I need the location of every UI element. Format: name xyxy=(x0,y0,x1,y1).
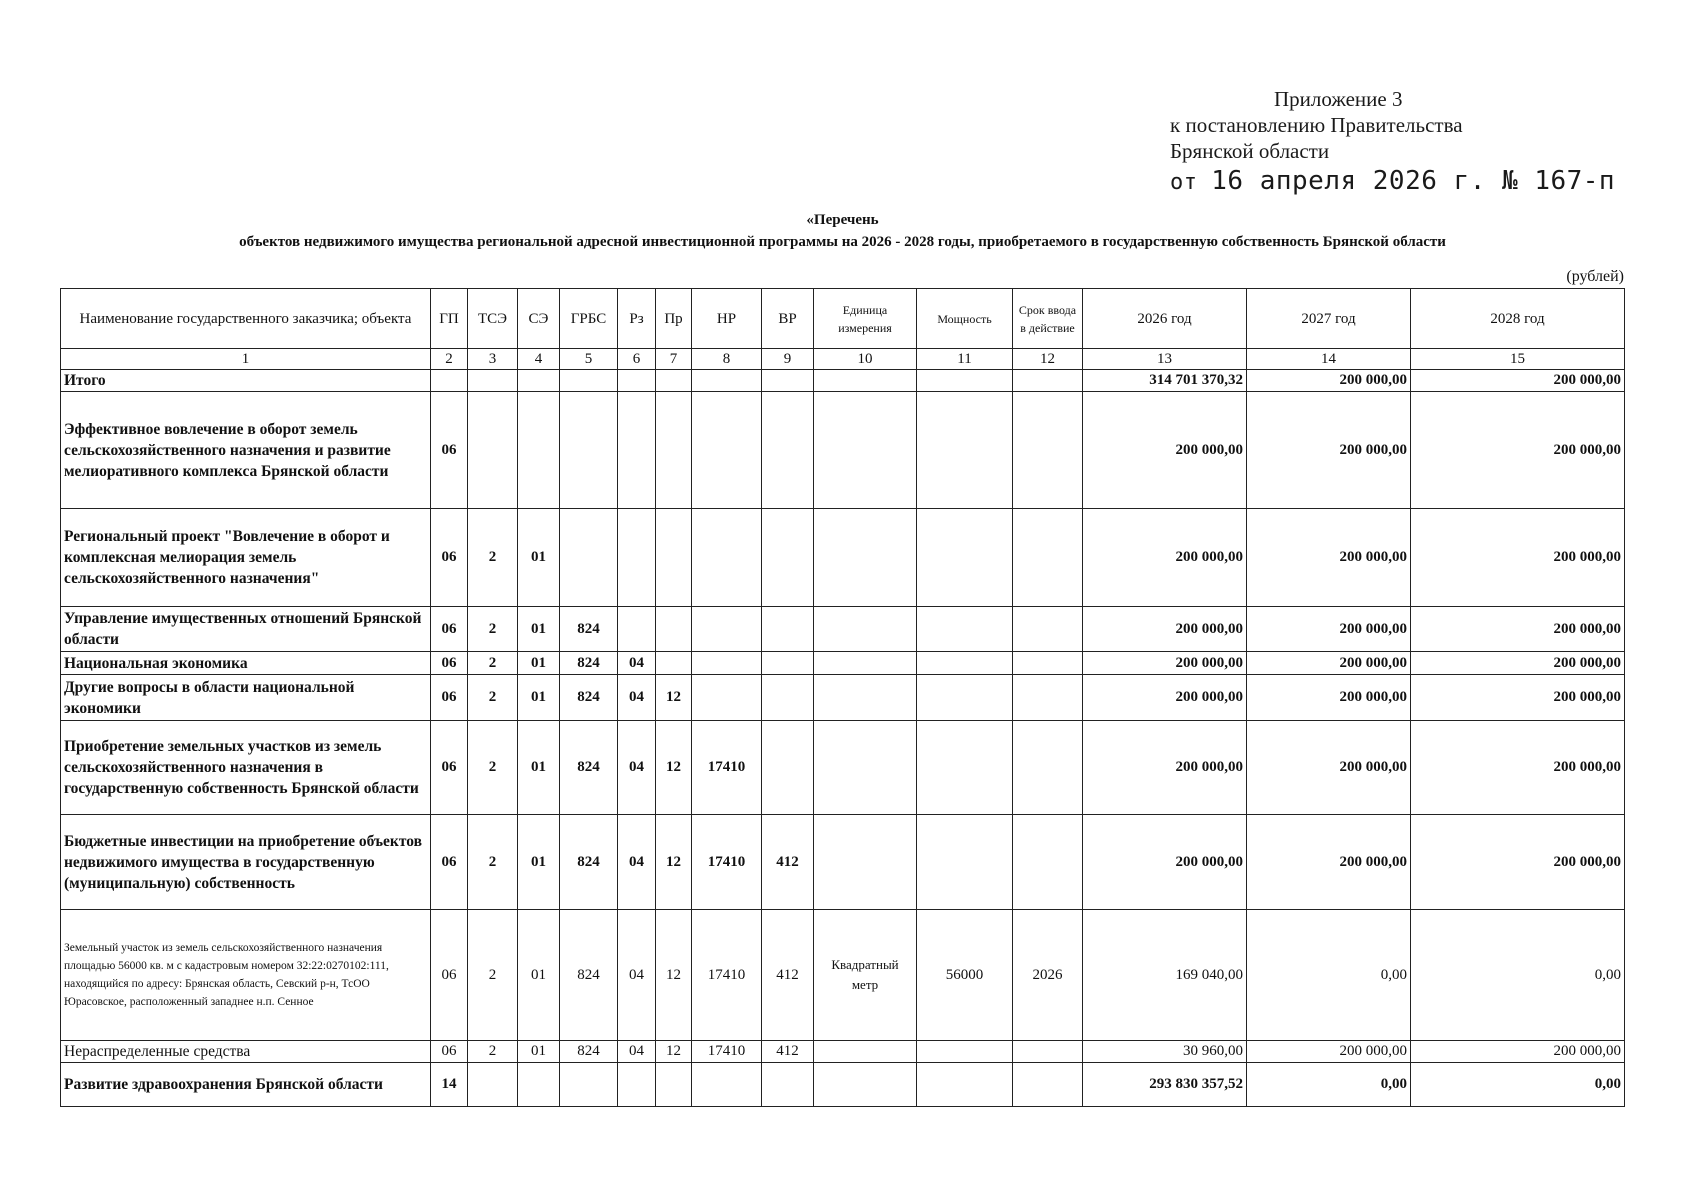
cell-gp: 06 xyxy=(431,910,468,1041)
cell-vr xyxy=(762,1063,814,1107)
cell-term xyxy=(1013,652,1083,675)
cell-2026: 200 000,00 xyxy=(1083,652,1247,675)
cell-2027: 200 000,00 xyxy=(1247,815,1411,910)
cell-term xyxy=(1013,1041,1083,1063)
cell-term xyxy=(1013,509,1083,607)
cell-gp: 06 xyxy=(431,675,468,721)
cell-rz xyxy=(618,509,656,607)
cell-term xyxy=(1013,721,1083,815)
cell-gp xyxy=(431,370,468,392)
cell-pr xyxy=(656,652,692,675)
cell-term xyxy=(1013,392,1083,509)
cell-2027: 200 000,00 xyxy=(1247,509,1411,607)
cell-tse: 2 xyxy=(468,509,518,607)
cell-grbs: 824 xyxy=(560,675,618,721)
cell-capacity xyxy=(917,392,1013,509)
table-row xyxy=(61,1041,1625,1063)
cell-2026: 200 000,00 xyxy=(1083,815,1247,910)
cell-grbs xyxy=(560,1063,618,1107)
column-number: 10 xyxy=(814,349,917,370)
cell-2026: 200 000,00 xyxy=(1083,392,1247,509)
row-name: Национальная экономика xyxy=(61,652,431,675)
table-row xyxy=(61,721,1625,815)
cell-rz: 04 xyxy=(618,675,656,721)
cell-term: 2026 xyxy=(1013,910,1083,1041)
cell-gp: 06 xyxy=(431,721,468,815)
column-number-row xyxy=(61,349,1625,370)
cell-vr xyxy=(762,392,814,509)
cell-capacity xyxy=(917,607,1013,652)
row-name: Итого xyxy=(61,370,431,392)
table-row xyxy=(61,509,1625,607)
document-title-line2: объектов недвижимого имущества региональной адресной инвестиционной программы на 2026 - 2028 годы, приобретаемого в государственную собственность Брянской области xyxy=(239,234,1446,250)
cell-nr: 17410 xyxy=(692,815,762,910)
cell-grbs: 824 xyxy=(560,652,618,675)
cell-capacity xyxy=(917,1041,1013,1063)
column-number: 5 xyxy=(560,349,618,370)
cell-unit xyxy=(814,652,917,675)
cell-2027: 200 000,00 xyxy=(1247,370,1411,392)
cell-rz: 04 xyxy=(618,721,656,815)
header-term: Срок ввода в действие xyxy=(1013,289,1083,349)
header-row xyxy=(61,289,1625,349)
cell-term xyxy=(1013,675,1083,721)
cell-2028: 200 000,00 xyxy=(1411,392,1625,509)
cell-capacity: 56000 xyxy=(917,910,1013,1041)
row-name: Приобретение земельных участков из земель сельскохозяйственного назначения в государственную собственность Брянской области xyxy=(61,721,431,815)
appendix-date-line xyxy=(1170,168,1630,196)
cell-2028: 0,00 xyxy=(1411,1063,1625,1107)
date-prefix: от xyxy=(1170,170,1198,195)
cell-2028: 200 000,00 xyxy=(1411,675,1625,721)
cell-vr xyxy=(762,370,814,392)
cell-tse: 2 xyxy=(468,910,518,1041)
cell-tse: 2 xyxy=(468,675,518,721)
column-number: 4 xyxy=(518,349,560,370)
cell-2026: 293 830 357,52 xyxy=(1083,1063,1247,1107)
cell-se: 01 xyxy=(518,910,560,1041)
cell-term xyxy=(1013,607,1083,652)
cell-unit xyxy=(814,675,917,721)
cell-nr: 17410 xyxy=(692,910,762,1041)
cell-2026: 200 000,00 xyxy=(1083,721,1247,815)
cell-vr xyxy=(762,509,814,607)
column-number: 14 xyxy=(1247,349,1411,370)
cell-rz xyxy=(618,370,656,392)
cell-2026: 30 960,00 xyxy=(1083,1041,1247,1063)
cell-2026: 200 000,00 xyxy=(1083,509,1247,607)
cell-2027: 0,00 xyxy=(1247,910,1411,1041)
cell-se xyxy=(518,370,560,392)
column-number: 13 xyxy=(1083,349,1247,370)
document-title-line1: «Перечень xyxy=(806,212,879,228)
cell-nr xyxy=(692,370,762,392)
header-name: Наименование государственного заказчика; объекта xyxy=(61,289,431,349)
header-pr: Пр xyxy=(656,289,692,349)
row-name: Бюджетные инвестиции на приобретение объектов недвижимого имущества в государственную (муниципальную) собственность xyxy=(61,815,431,910)
cell-nr xyxy=(692,1063,762,1107)
cell-se: 01 xyxy=(518,607,560,652)
row-name: Управление имущественных отношений Брянской области xyxy=(61,607,431,652)
cell-pr xyxy=(656,370,692,392)
cell-capacity xyxy=(917,675,1013,721)
cell-tse xyxy=(468,370,518,392)
cell-tse: 2 xyxy=(468,607,518,652)
cell-rz xyxy=(618,1063,656,1107)
row-name: Другие вопросы в области национальной экономики xyxy=(61,675,431,721)
cell-capacity xyxy=(917,370,1013,392)
appendix-title: Приложение 3 xyxy=(1274,87,1403,111)
cell-2026: 169 040,00 xyxy=(1083,910,1247,1041)
cell-grbs: 824 xyxy=(560,815,618,910)
date-value: 16 апреля 2026 г. № 167-п xyxy=(1211,166,1616,196)
cell-pr: 12 xyxy=(656,721,692,815)
cell-term xyxy=(1013,1063,1083,1107)
cell-2027: 0,00 xyxy=(1247,1063,1411,1107)
cell-unit xyxy=(814,607,917,652)
appendix-resolution-line: к постановлению Правительства xyxy=(1170,113,1463,137)
cell-term xyxy=(1013,370,1083,392)
cell-rz: 04 xyxy=(618,815,656,910)
cell-nr xyxy=(692,509,762,607)
cell-vr: 412 xyxy=(762,1041,814,1063)
column-number: 7 xyxy=(656,349,692,370)
cell-grbs: 824 xyxy=(560,1041,618,1063)
cell-vr xyxy=(762,607,814,652)
column-number: 6 xyxy=(618,349,656,370)
table-row-land-plot xyxy=(61,910,1625,1041)
cell-nr: 17410 xyxy=(692,1041,762,1063)
header-rz: Рз xyxy=(618,289,656,349)
cell-unit xyxy=(814,509,917,607)
appendix-region-line: Брянской области xyxy=(1170,139,1330,163)
cell-pr xyxy=(656,392,692,509)
cell-se: 01 xyxy=(518,1041,560,1063)
header-se: СЭ xyxy=(518,289,560,349)
row-name: Развитие здравоохранения Брянской области xyxy=(61,1063,431,1107)
cell-pr xyxy=(656,1063,692,1107)
cell-tse: 2 xyxy=(468,721,518,815)
cell-vr xyxy=(762,721,814,815)
cell-capacity xyxy=(917,1063,1013,1107)
cell-pr: 12 xyxy=(656,1041,692,1063)
cell-2027: 200 000,00 xyxy=(1247,721,1411,815)
cell-rz xyxy=(618,392,656,509)
cell-pr: 12 xyxy=(656,675,692,721)
cell-capacity xyxy=(917,815,1013,910)
cell-2027: 200 000,00 xyxy=(1247,392,1411,509)
row-name: Региональный проект "Вовлечение в оборот и комплексная мелиорация земель сельскохозяйственного назначения" xyxy=(61,509,431,607)
cell-unit xyxy=(814,1041,917,1063)
column-number: 9 xyxy=(762,349,814,370)
cell-se: 01 xyxy=(518,509,560,607)
cell-pr xyxy=(656,509,692,607)
cell-2027: 200 000,00 xyxy=(1247,1041,1411,1063)
table-row xyxy=(61,1063,1625,1107)
cell-se: 01 xyxy=(518,652,560,675)
cell-vr xyxy=(762,675,814,721)
cell-2028: 200 000,00 xyxy=(1411,721,1625,815)
cell-gp: 06 xyxy=(431,652,468,675)
cell-unit: Квадратный метр xyxy=(814,910,917,1041)
cell-nr xyxy=(692,392,762,509)
cell-2028: 200 000,00 xyxy=(1411,370,1625,392)
cell-2026: 200 000,00 xyxy=(1083,675,1247,721)
table-row xyxy=(61,675,1625,721)
cell-se: 01 xyxy=(518,815,560,910)
cell-grbs xyxy=(560,370,618,392)
currency-units: (рублей) xyxy=(1566,268,1624,285)
column-number: 2 xyxy=(431,349,468,370)
row-name: Нераспределенные средства xyxy=(61,1041,431,1063)
cell-grbs xyxy=(560,509,618,607)
cell-2027: 200 000,00 xyxy=(1247,652,1411,675)
cell-2026: 314 701 370,32 xyxy=(1083,370,1247,392)
cell-rz: 04 xyxy=(618,1041,656,1063)
header-tse: ТСЭ xyxy=(468,289,518,349)
table-row xyxy=(61,815,1625,910)
cell-2028: 0,00 xyxy=(1411,910,1625,1041)
column-number: 11 xyxy=(917,349,1013,370)
cell-unit xyxy=(814,1063,917,1107)
cell-grbs: 824 xyxy=(560,910,618,1041)
cell-se xyxy=(518,1063,560,1107)
cell-2027: 200 000,00 xyxy=(1247,607,1411,652)
cell-2028: 200 000,00 xyxy=(1411,652,1625,675)
cell-gp: 14 xyxy=(431,1063,468,1107)
cell-2028: 200 000,00 xyxy=(1411,815,1625,910)
cell-tse: 2 xyxy=(468,652,518,675)
row-name: Земельный участок из земель сельскохозяйственного назначения площадью 56000 кв. м с кадастровым номером 32:22:0270102:111, находящийся по адресу: Брянская область, Севский р-н, ТсОО Юрасовское, расположенный западнее н.п. Сенное xyxy=(61,910,431,1041)
cell-vr: 412 xyxy=(762,910,814,1041)
cell-unit xyxy=(814,721,917,815)
document-title xyxy=(0,209,1685,253)
column-number: 3 xyxy=(468,349,518,370)
cell-capacity xyxy=(917,652,1013,675)
header-2028: 2028 год xyxy=(1411,289,1625,349)
column-number: 1 xyxy=(61,349,431,370)
cell-pr: 12 xyxy=(656,910,692,1041)
cell-rz: 04 xyxy=(618,910,656,1041)
cell-nr xyxy=(692,652,762,675)
cell-gp: 06 xyxy=(431,815,468,910)
table-row xyxy=(61,392,1625,509)
header-gp: ГП xyxy=(431,289,468,349)
cell-grbs: 824 xyxy=(560,721,618,815)
column-number: 12 xyxy=(1013,349,1083,370)
cell-2027: 200 000,00 xyxy=(1247,675,1411,721)
cell-tse: 2 xyxy=(468,815,518,910)
cell-tse xyxy=(468,1063,518,1107)
cell-2028: 200 000,00 xyxy=(1411,509,1625,607)
cell-nr xyxy=(692,675,762,721)
cell-2028: 200 000,00 xyxy=(1411,1041,1625,1063)
header-2027: 2027 год xyxy=(1247,289,1411,349)
cell-pr xyxy=(656,607,692,652)
header-vr: ВР xyxy=(762,289,814,349)
header-capacity: Мощность xyxy=(917,289,1013,349)
cell-vr: 412 xyxy=(762,815,814,910)
table-row xyxy=(61,652,1625,675)
cell-grbs xyxy=(560,392,618,509)
table-row-total xyxy=(61,370,1625,392)
cell-capacity xyxy=(917,509,1013,607)
table-row xyxy=(61,607,1625,652)
cell-rz xyxy=(618,607,656,652)
cell-term xyxy=(1013,815,1083,910)
cell-unit xyxy=(814,392,917,509)
cell-unit xyxy=(814,815,917,910)
column-number: 15 xyxy=(1411,349,1625,370)
column-number: 8 xyxy=(692,349,762,370)
cell-2028: 200 000,00 xyxy=(1411,607,1625,652)
cell-vr xyxy=(762,652,814,675)
cell-se: 01 xyxy=(518,721,560,815)
cell-rz: 04 xyxy=(618,652,656,675)
header-2026: 2026 год xyxy=(1083,289,1247,349)
header-unit: Единица измерения xyxy=(814,289,917,349)
row-name: Эффективное вовлечение в оборот земель сельскохозяйственного назначения и развитие мелиоративного комплекса Брянской области xyxy=(61,392,431,509)
cell-gp: 06 xyxy=(431,607,468,652)
cell-capacity xyxy=(917,721,1013,815)
cell-nr: 17410 xyxy=(692,721,762,815)
cell-gp: 06 xyxy=(431,392,468,509)
cell-pr: 12 xyxy=(656,815,692,910)
cell-nr xyxy=(692,607,762,652)
cell-2026: 200 000,00 xyxy=(1083,607,1247,652)
investment-table xyxy=(60,288,1625,1107)
cell-gp: 06 xyxy=(431,509,468,607)
cell-grbs: 824 xyxy=(560,607,618,652)
cell-se: 01 xyxy=(518,675,560,721)
cell-tse: 2 xyxy=(468,1041,518,1063)
header-nr: НР xyxy=(692,289,762,349)
cell-se xyxy=(518,392,560,509)
cell-tse xyxy=(468,392,518,509)
cell-unit xyxy=(814,370,917,392)
appendix-block xyxy=(1170,86,1630,196)
header-grbs: ГРБС xyxy=(560,289,618,349)
cell-gp: 06 xyxy=(431,1041,468,1063)
